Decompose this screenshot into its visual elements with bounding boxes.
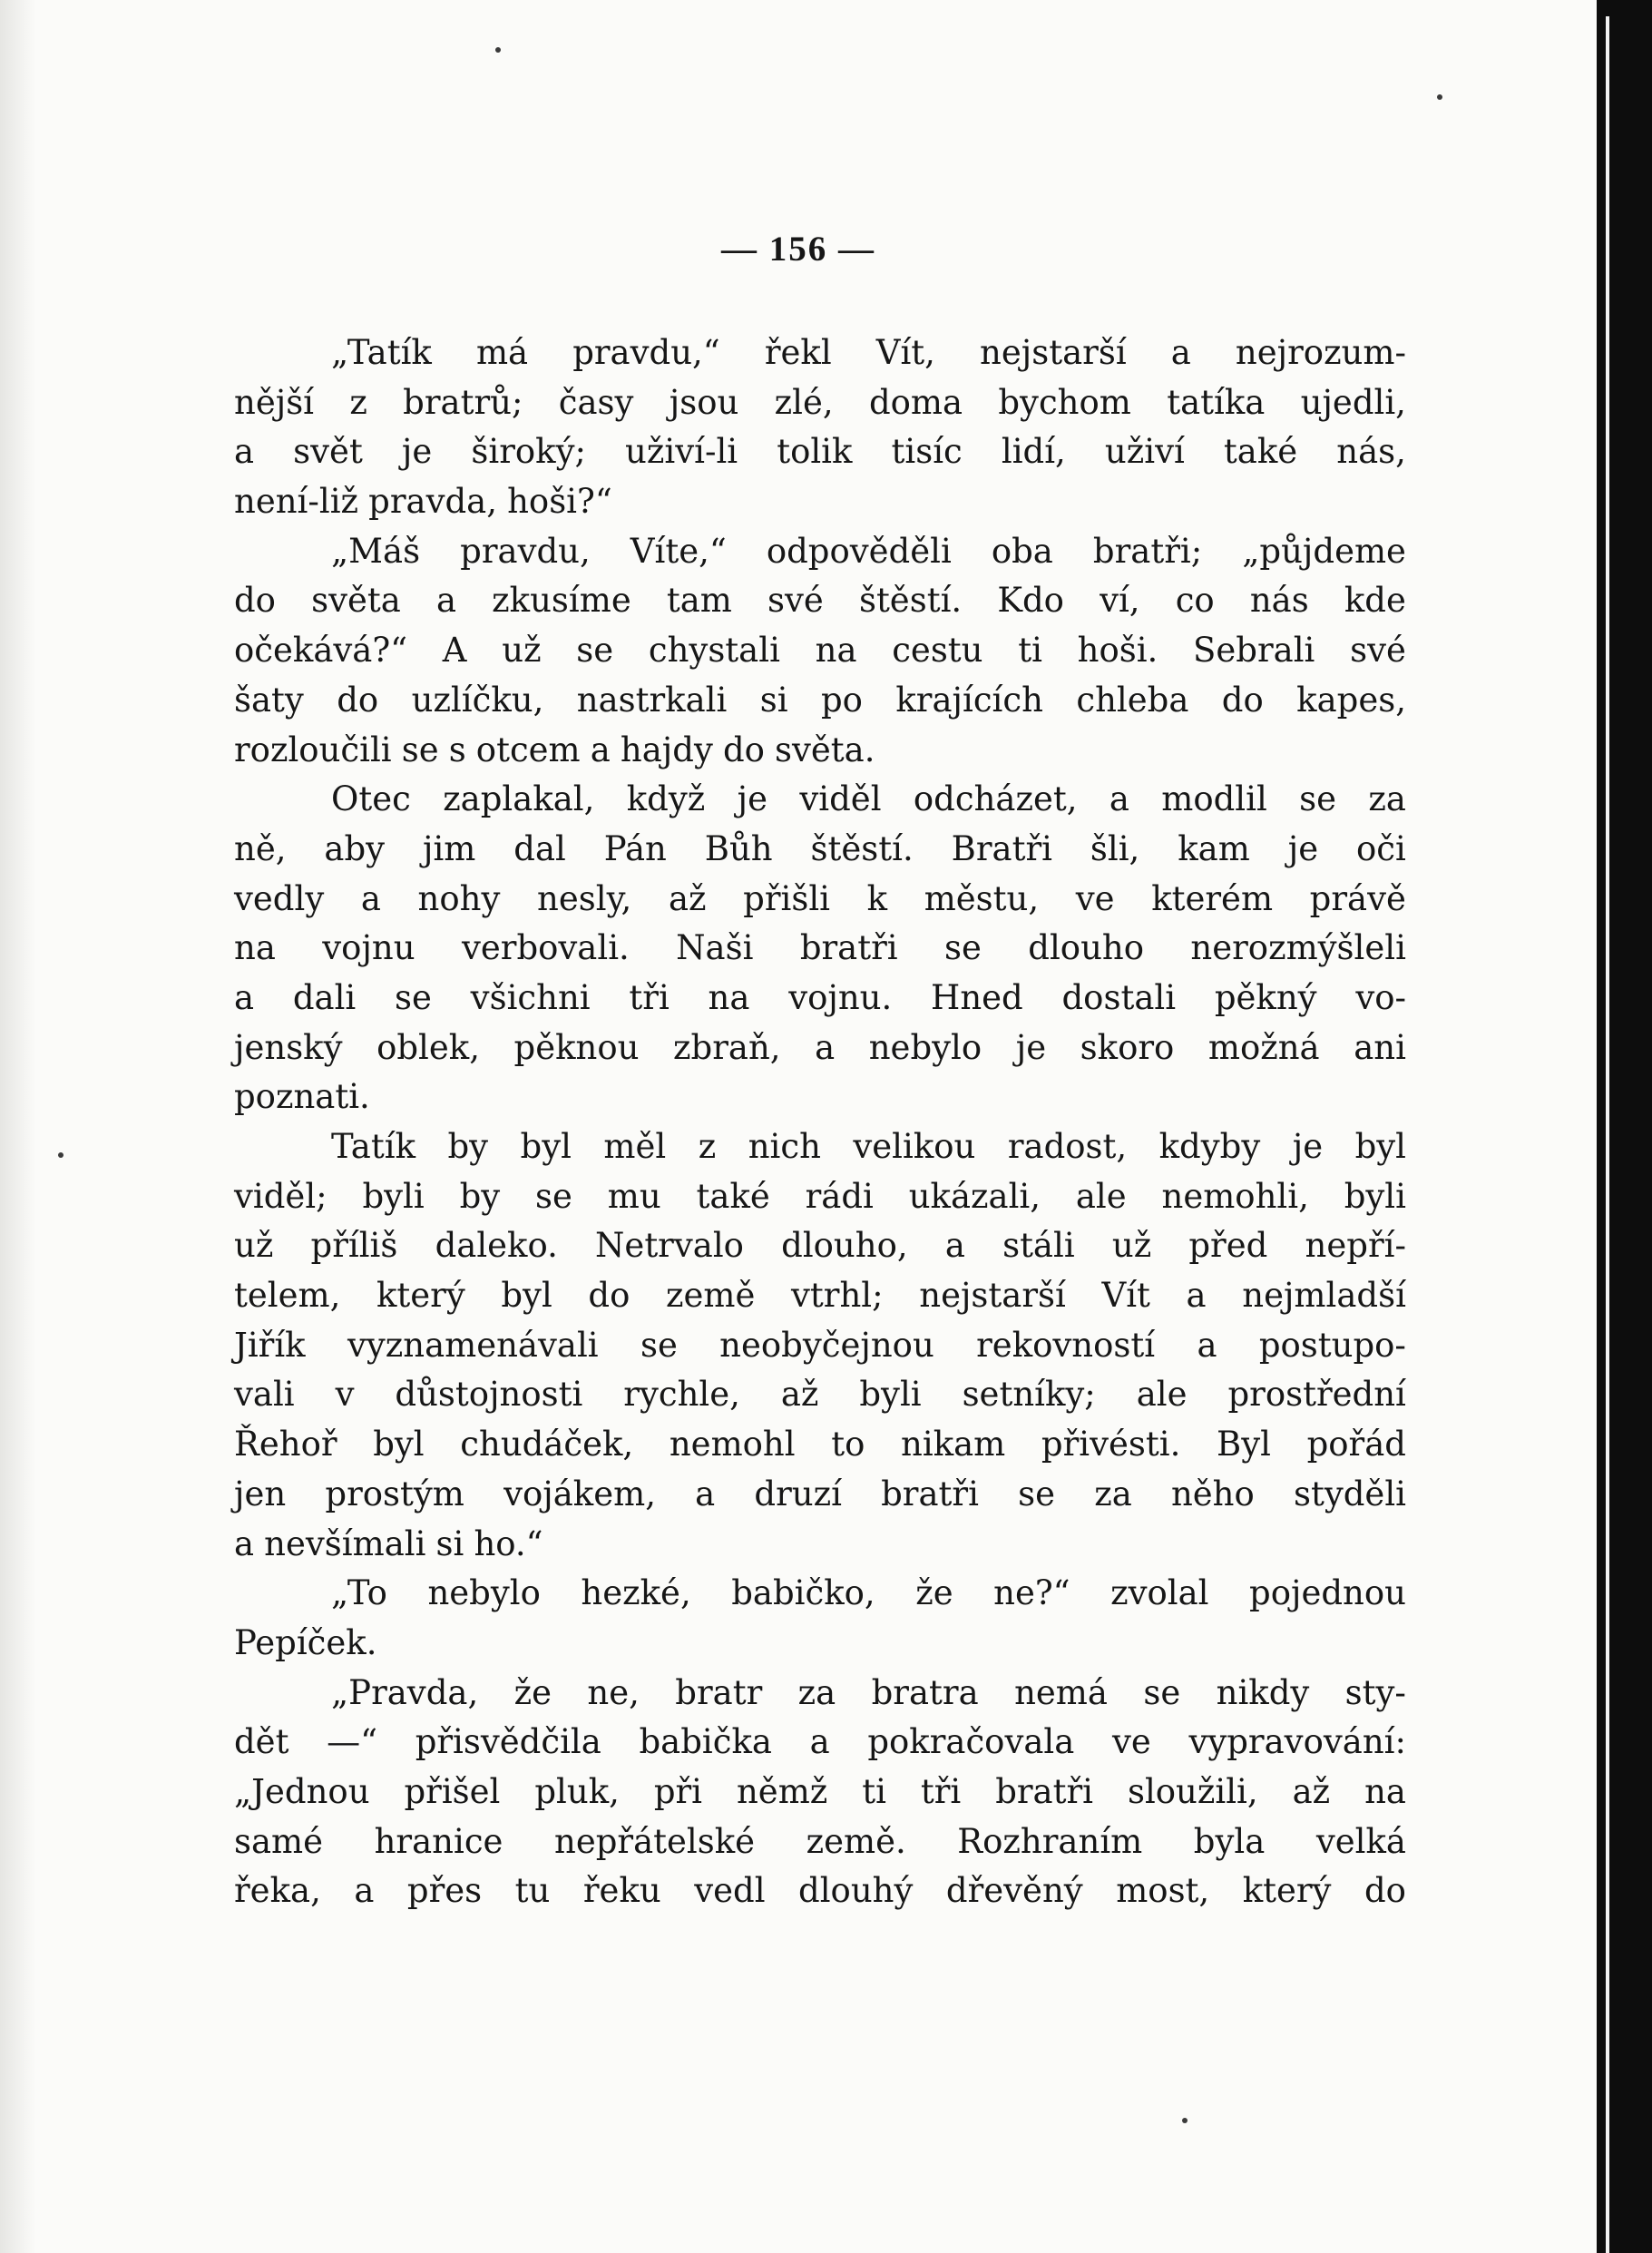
text-line: už příliš daleko. Netrvalo dlouho, a stáli už před nepří- [234,1226,1406,1266]
text-line: samé hranice nepřátelské země. Rozhraním byla velká [234,1821,1406,1861]
text-line: nější z bratrů; časy jsou zlé, doma bychom tatíka ujedli, [234,382,1406,422]
text-line: a dali se všichni tři na vojnu. Hned dostali pěkný vo- [234,977,1406,1017]
text-line: řeka, a přes tu řeku vedl dlouhý dřevěný most, který do [234,1871,1406,1911]
text-line: dět —“ přisvědčila babička a pokračovala ve vypravování: [234,1722,1406,1762]
text-line: Řehoř byl chudáček, nemohl to nikam přivésti. Byl pořád [234,1425,1406,1464]
text-line: rozloučili se s otcem a hajdy do světa. [234,730,875,769]
text-line: „Jednou přišel pluk, při němž ti tři bratři sloužili, až na [234,1771,1406,1811]
text-line: očekává?“ A už se chystali na cestu ti hoši. Sebrali své [234,631,1406,671]
text-line: „Máš pravdu, Víte,“ odpověděli oba bratři; „půjdeme [331,531,1406,571]
text-line: jenský oblek, pěknou zbraň, a nebylo je skoro možná ani [234,1027,1406,1067]
text-line: vedly a nohy nesly, až přišli k městu, ve kterém právě [234,878,1406,918]
text-line: jen prostým vojákem, a druzí bratři se za něho styděli [234,1474,1406,1513]
text-line: a svět je široký; uživí-li tolik tisíc lidí, uživí také nás, [234,432,1406,472]
print-speck [1437,94,1442,100]
page-number: — 156 — [721,230,875,269]
text-line: a nevšímali si ho.“ [234,1523,543,1563]
text-line: vali v důstojnosti rychle, až byli setníky; ale prostřední [234,1375,1406,1415]
text-line: Pepíček. [234,1622,377,1662]
page-edge-shadow [0,0,36,2253]
body-text [234,328,1406,1916]
print-speck [58,1152,64,1158]
text-line: Jiřík vyznamenávali se neobyčejnou rekovností a postupo- [234,1325,1406,1365]
text-line: ně, aby jim dal Pán Bůh štěstí. Bratři šli, kam je oči [234,828,1406,868]
text-line: není-liž pravda, hoši?“ [234,482,612,522]
scan-border-edge [1606,16,1609,2253]
text-line: Tatík by byl měl z nich velikou radost, kdyby je byl [331,1127,1406,1166]
text-line: šaty do uzlíčku, nastrkali si po krajících chleba do kapes, [234,680,1406,720]
print-speck [1182,2118,1188,2123]
text-line: „Pravda, že ne, bratr za bratra nemá se nikdy sty- [331,1672,1406,1712]
text-line: „To nebylo hezké, babičko, že ne?“ zvolal pojednou [331,1573,1406,1613]
scan-border [1597,0,1652,2253]
text-line: telem, který byl do země vtrhl; nejstarší Vít a nejmladší [234,1276,1406,1316]
text-line: viděl; byli by se mu také rádi ukázali, ale nemohli, byli [234,1176,1406,1216]
print-speck [495,47,501,53]
text-line: „Tatík má pravdu,“ řekl Vít, nejstarší a nejrozum- [331,333,1406,372]
text-line: do světa a zkusíme tam své štěstí. Kdo ví, co nás kde [234,581,1406,621]
text-line: na vojnu verbovali. Naši bratři se dlouho nerozmýšleli [234,928,1406,968]
text-line: poznati. [234,1077,370,1117]
text-line: Otec zaplakal, když je viděl odcházet, a modlil se za [331,779,1406,819]
